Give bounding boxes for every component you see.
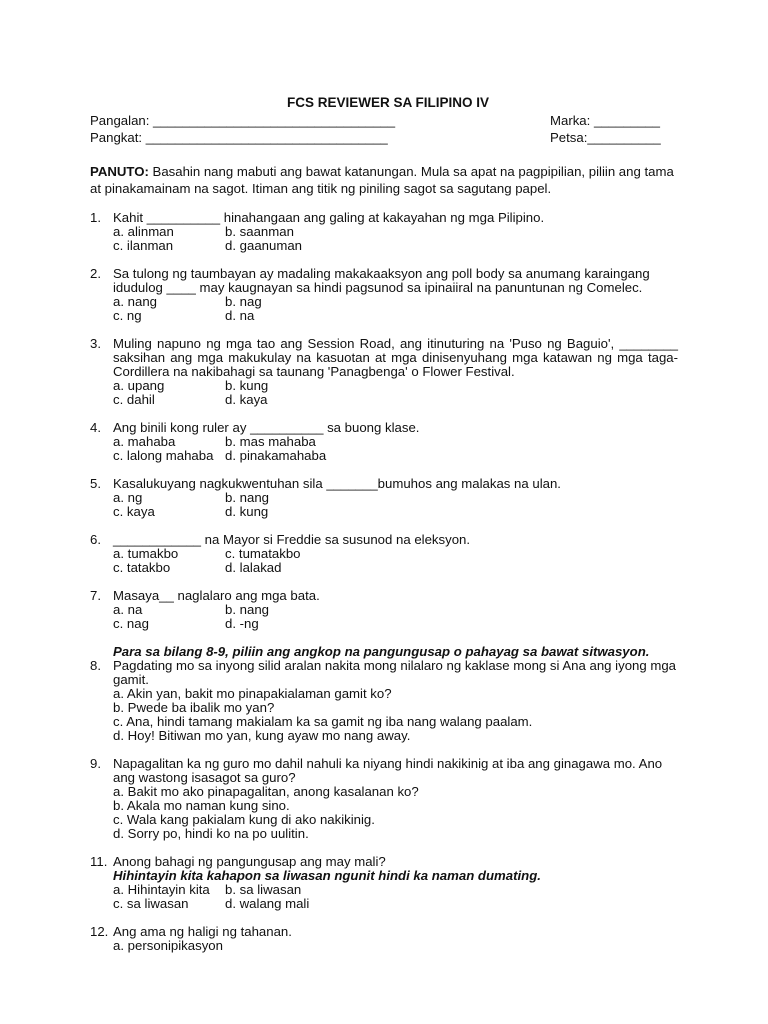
- option: c. dahil: [113, 392, 155, 407]
- option: b. kung: [225, 378, 269, 393]
- option: d. na: [225, 308, 255, 323]
- option: d. Hoy! Bitiwan mo yan, kung ayaw mo nang away.: [113, 728, 411, 743]
- option: c. nag: [113, 616, 149, 631]
- question-text: Sa tulong ng taumbayan ay madaling makakaaksyon ang poll body sa anumang karaingang idudulog ____ may kaugnayan sa hindi pagsunod sa ipinaiiral na panuntunan ng Comelec.: [113, 266, 650, 295]
- option: a. Akin yan, bakit mo pinapakialaman gamit ko?: [113, 686, 392, 701]
- option: d. gaanuman: [225, 238, 302, 253]
- instructions-label: PANUTO:: [90, 164, 149, 179]
- option: b. nag: [225, 294, 262, 309]
- question-text: Ang ama ng haligi ng tahanan.: [113, 924, 292, 939]
- option: a. ng: [113, 490, 143, 505]
- question-text: Napagalitan ka ng guro mo dahil nahuli ka niyang hindi nakikinig at iba ang ginagawa mo. Ano ang wastong isasagot sa guro?: [113, 756, 663, 785]
- instructions-text: Basahin nang mabuti ang bawat katanungan. Mula sa apat na pagpipilian, piliin ang tama at pinakamainam na sagot. Itiman ang titik ng piniling sagot sa sagutang papel.: [90, 164, 674, 196]
- info-row-name: [90, 114, 678, 131]
- question-text: Masaya__ naglalaro ang mga bata.: [113, 588, 320, 603]
- question-text: Kasalukuyang nagkukwentuhan sila _______bumuhos ang malakas na ulan.: [113, 476, 561, 491]
- option: b. Akala mo naman kung sino.: [113, 798, 290, 813]
- question-number: 7.: [90, 588, 101, 603]
- option: b. nang: [225, 490, 269, 505]
- option: a. tumakbo: [113, 546, 179, 561]
- option: d. -ng: [225, 616, 259, 631]
- question-number: 9.: [90, 756, 101, 771]
- option: a. personipikasyon: [113, 938, 223, 953]
- question-sentence: Hihintayin kita kahapon sa liwasan ngunit hindi ka naman dumating.: [113, 868, 541, 883]
- option: c. tatakbo: [113, 560, 171, 575]
- instructions: [90, 163, 678, 197]
- option: b. sa liwasan: [225, 882, 302, 897]
- question-12: [90, 925, 678, 953]
- option: c. Wala kang pakialam kung di ako nakikinig.: [113, 812, 375, 827]
- option: a. mahaba: [113, 434, 176, 449]
- option: d. walang mali: [225, 896, 310, 911]
- question-text: Kahit __________ hinahangaan ang galing at kakayahan ng mga Pilipino.: [113, 210, 545, 225]
- question-text: Muling napuno ng mga tao ang Session Road, ang itinuturing na 'Puso ng Baguio', ________ saksihan ang mga makukulay na kasuotan at mga dinisenyuhang mga katawan ng mga taga-Cordillera na nakibahagi sa taunang 'Panagbenga' o Flower Festival.: [113, 336, 678, 379]
- option: c. Ana, hindi tamang makialam ka sa gamit ng iba nang walang paalam.: [113, 714, 533, 729]
- question-5: [90, 477, 678, 519]
- option: c. lalong mahaba: [113, 448, 214, 463]
- option: c. ilanman: [113, 238, 174, 253]
- option: a. Bakit mo ako pinapagalitan, anong kasalanan ko?: [113, 784, 419, 799]
- name-field-label: Pangalan: _________________________________: [90, 113, 396, 128]
- question-number: 11.: [90, 854, 108, 869]
- question-7: [90, 589, 678, 631]
- option: d. pinakamahaba: [225, 448, 327, 463]
- date-field-label: Petsa:__________: [550, 130, 661, 145]
- option: a. na: [113, 602, 143, 617]
- option: d. kung: [225, 504, 269, 519]
- option: b. mas mahaba: [225, 434, 316, 449]
- option: d. lalakad: [225, 560, 282, 575]
- option: a. Hihintayin kita: [113, 882, 210, 897]
- question-text: Pagdating mo sa inyong silid aralan nakita mong nilalaro ng kaklase mong si Ana ang iyong mga gamit.: [113, 658, 677, 687]
- question-1: [90, 211, 678, 253]
- question-8: [90, 659, 678, 743]
- question-text: ____________ na Mayor si Freddie sa susunod na eleksyon.: [113, 532, 471, 547]
- info-row-group: [90, 131, 678, 148]
- question-2: [90, 267, 678, 323]
- option: c. kaya: [113, 504, 155, 519]
- section-note: Para sa bilang 8-9, piliin ang angkop na pangungusap o pahayag sa bawat sitwasyon.: [113, 644, 650, 659]
- question-number: 6.: [90, 532, 101, 547]
- option: b. nang: [225, 602, 269, 617]
- document-title: FCS REVIEWER SA FILIPINO IV: [286, 95, 490, 110]
- question-6: [90, 533, 678, 575]
- question-3: [90, 337, 678, 407]
- question-text: Anong bahagi ng pangungusap ang may mali?: [113, 854, 386, 869]
- option: d. kaya: [225, 392, 268, 407]
- question-11: [90, 855, 678, 911]
- option: c. ng: [113, 308, 142, 323]
- question-number: 1.: [90, 210, 101, 225]
- question-number: 8.: [90, 658, 101, 673]
- option: a. upang: [113, 378, 165, 393]
- option: c. tumatakbo: [225, 546, 301, 561]
- question-4: [90, 421, 678, 463]
- group-field-label: Pangkat: _________________________________: [90, 130, 388, 145]
- question-number: 4.: [90, 420, 101, 435]
- option: c. sa liwasan: [113, 896, 189, 911]
- option: b. saanman: [225, 224, 294, 239]
- question-number: 3.: [90, 336, 101, 351]
- question-text: Ang binili kong ruler ay __________ sa buong klase.: [113, 420, 420, 435]
- option: a. nang: [113, 294, 157, 309]
- question-number: 5.: [90, 476, 101, 491]
- option: a. alinman: [113, 224, 174, 239]
- question-9: [90, 757, 678, 841]
- question-number: 12.: [90, 924, 109, 939]
- option: b. Pwede ba ibalik mo yan?: [113, 700, 275, 715]
- score-field-label: Marka: _________: [550, 113, 660, 128]
- option: d. Sorry po, hindi ko na po uulitin.: [113, 826, 309, 841]
- question-number: 2.: [90, 266, 101, 281]
